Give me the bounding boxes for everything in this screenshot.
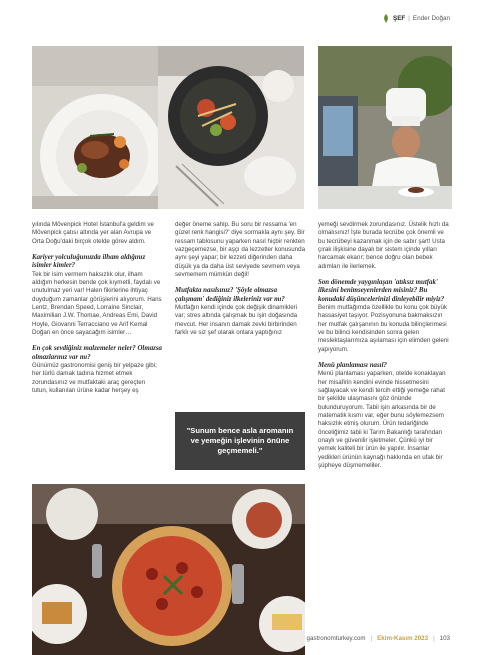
- question-inspiration: Kariyer yolculuğunuzda ilham aldığınız isimler kimler?: [32, 254, 146, 270]
- question-ingredients: En çok sevdiğiniz malzemeler neler? Olmazsa olmazlarınız var mı?: [32, 345, 162, 361]
- answer-menu-planning: Menü planlaması yaparken, otelde konaklayan her misafirin kendini evinde hissetmesini sağlayacak ve kendi tercih ettiği yemeğe rahat bir şekilde ulaşmasını göz önünde bulunduruyorum. Tabii işin arkasında bir de matematik kısmı var, eğer bunu söylemezsem haksızlık etmiş olurum. Ürün tedariğinde önceliğimiz tabii ki Tarım Bakanlığı tarafından onaylı ve güvenilir işletmeler. Çünkü iyi bir yemek kaliteli bir ürün ile yapılır. İnsanlar yedikleri ürünün kaynağı hakkında en ufak bir şüpheye düşmemeliler.: [318, 370, 446, 470]
- footer-issue: Ekim-Kasım 2023: [377, 635, 429, 642]
- table-spread-photo: [32, 484, 305, 655]
- footer-separator: |: [433, 635, 435, 642]
- footer-site: gastronomturkey.com: [306, 635, 366, 642]
- text-column-1: [32, 221, 162, 395]
- header-separator: |: [408, 15, 410, 22]
- pull-quote-text: "Sunum bence asla aromanın ve yemeğin işlevinin önüne geçmemeli.": [186, 426, 294, 455]
- author-name: Ender Doğan: [412, 15, 450, 22]
- answer-kitchen-principles: Mutfağın kendi içinde çok değişik dinamikleri var; stres altında çalışmak bu işin doğasında mevcut. Her insanın damak zevki birbirinden farklı ve siz şef olarak onlara yaptığınız: [175, 304, 298, 337]
- column1-intro: yılında Mövenpick Hotel İstanbul'a geldim ve Mövenpick çatısı altında yer alan Avrupa ve Orta Doğu'daki birçok otelde görev aldım.: [32, 221, 154, 245]
- section-label: ŞEF: [393, 15, 406, 22]
- text-column-3: [318, 221, 452, 470]
- question-kitchen-principles: Mutfakta nasılsınız? 'Şöyle olmazsa çalışmam' dediğiniz ilkeleriniz var mı?: [175, 287, 285, 303]
- leaf-icon: [382, 14, 390, 23]
- salad-dish-photo: [158, 46, 304, 209]
- question-zero-waste: Son dönemde yaygınlaşan 'atıksız mutfak' ilkesini benimseyenlerden misiniz? Bu konudaki düşüncelerinizi dinleyebilir miyiz?: [318, 279, 445, 303]
- page-header: [382, 14, 450, 23]
- page-footer: [307, 635, 450, 642]
- steak-dish-photo: [32, 46, 158, 209]
- column2-intro: değer öneme sahip. Bu soru bir ressama 'en güzel renk hangisi?' diye sormakla aynı şey. Bir ressam tablosunu yaparken nasıl hiçbir renkten vazgeçemezse, bir aşçı da lezzetler konusunda aynı şeyi yapar; bir lezzeti diğerinden daha düşük ya da daha üst seviyede sevmem veya sevmemem mümkün değil!: [175, 221, 306, 279]
- chef-photo: [318, 46, 452, 209]
- answer-zero-waste: Benim mutfağımda özellikle bu konu çok büyük hassasiyet taşıyor. Pozisyonuna bakmaksızın her mutfak çalışanının bu konuda bilinçlenmesi ve bu bilinci kendisinden sonra gelen meslektaşlarımıza aşılaması için elimden geleni yapıyorum.: [318, 303, 449, 353]
- page-number: 103: [439, 635, 450, 642]
- answer-inspiration: Tek bir isim vermem haksızlık olur, ilham aldığım herkesin bende çok kıymetli, faydalı ve unutulmaz yeri var! Halen fikirlerine ihtiyaç duyduğum zamanlar görüşlerini alıyorum. Hans Lentz, Brendan Speed, Lorraine Sinclair, Maximilian J.W. Thomae, Andreas Emi, David Hoyle, Giovanni Terracciano ve Arif Kemal Doğan en önce sayacağım isimler…: [32, 270, 162, 337]
- footer-separator: |: [370, 635, 373, 642]
- question-menu-planning: Menü planlaması nasıl?: [318, 362, 387, 370]
- text-column-2: [175, 221, 305, 337]
- pull-quote: [175, 412, 305, 470]
- column3-intro: yemeği sevdirmek zorundasınız. Üstelik hızlı da olmalısınız! İşte burada tecrübe çok önemli ve bu tecrübeyi kazanmak için de sabır şart! Usta çırak ilişkisine dayalı bir sistem içinde yılları harcamak ekarır; bence doğru olan bebek adımları ile ilerlemek.: [318, 221, 449, 270]
- answer-ingredients: Günümüz gastronomisi geniş bir yelpaze gibi; her türlü damak tadına hizmet etmek zorundasınız ve mutfaktaki araç gereçten tutun, kullanılan ürüne kadar herşey eş: [32, 361, 157, 394]
